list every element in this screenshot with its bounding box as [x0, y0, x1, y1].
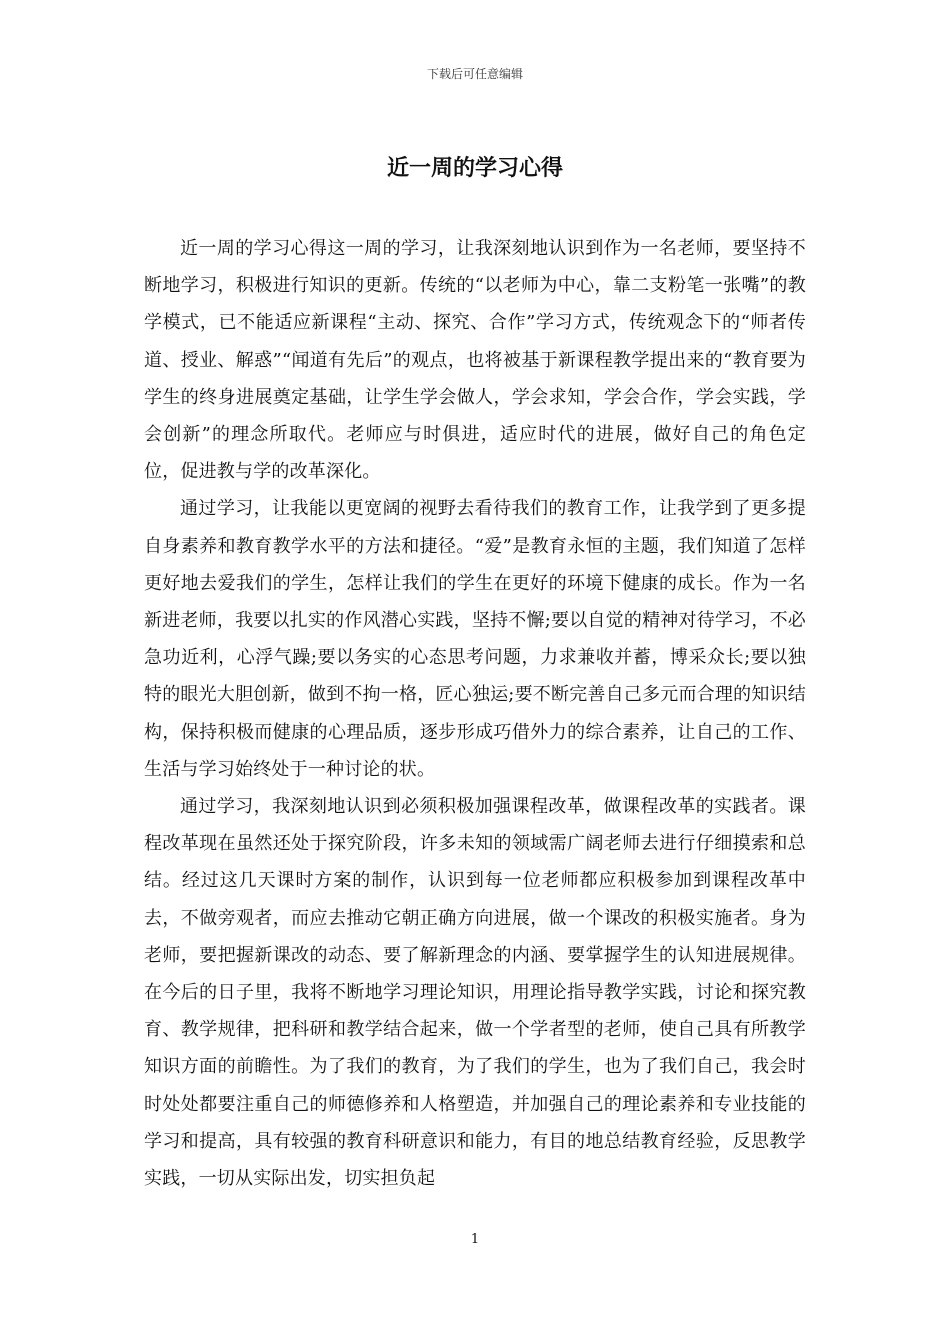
paragraph-1: 近一周的学习心得这一周的学习，让我深刻地认识到作为一名老师，要坚持不断地学习，积极进行知识的更新。传统的“以老师为中心，靠二支粉笔一张嘴”的教学模式，已不能适应新课程“主动、探究、合作”学习方式，传统观念下的“师者传道、授业、解惑”“闻道有先后”的观点，也将被基于新课程教学提出来的“教育要为学生的终身进展奠定基础，让学生学会做人，学会求知，学会合作，学会实践，学会创新”的理念所取代。老师应与时俱进，适应时代的进展，做好自己的角色定位，促进教与学的改革深化。 [144, 238, 806, 483]
header-note: 下载后可任意编辑 [426, 67, 523, 81]
document-body [144, 230, 806, 1197]
document-title: 近一周的学习心得 [386, 156, 563, 181]
paragraph-3: 通过学习，我深刻地认识到必须积极加强课程改革，做课程改革的实践者。课程改革现在虽然还处于探究阶段，许多未知的领域需广阔老师去进行仔细摸索和总结。经过这几天课时方案的制作，认识到每一位老师都应积极参加到课程改革中去，不做旁观者，而应去推动它朝正确方向进展，做一个课改的积极实施者。身为老师，要把握新课改的动态、要了解新理念的内涵、要掌握学生的认知进展规律。在今后的日子里，我将不断地学习理论知识，用理论指导教学实践，讨论和探究教育、教学规律，把科研和教学结合起来，做一个学者型的老师，使自己具有所教学知识方面的前瞻性。为了我们的教育，为了我们的学生，也为了我们自己，我会时时处处都要注重自己的师德修养和人格塑造，并加强自己的理论素养和专业技能的学习和提高，具有较强的教育科研意识和能力，有目的地总结教育经验，反思教学实践，一切从实际出发，切实担负起 [144, 796, 806, 1190]
page-number: 1 [470, 1232, 480, 1247]
paragraph-2: 通过学习，让我能以更宽阔的视野去看待我们的教育工作，让我学到了更多提自身素养和教育教学水平的方法和捷径。“爱”是教育永恒的主题，我们知道了怎样更好地去爱我们的学生，怎样让我们的学生在更好的环境下健康的成长。作为一名新进老师，我要以扎实的作风潜心实践，坚持不懈;要以自觉的精神对待学习，不必急功近利，心浮气躁;要以务实的心态思考问题，力求兼收并蓄，博采众长;要以独特的眼光大胆创新，做到不拘一格，匠心独运;要不断完善自己多元而合理的知识结构，保持积极而健康的心理品质，逐步形成巧借外力的综合素养，让自己的工作、生活与学习始终处于一种讨论的状。 [144, 498, 806, 780]
